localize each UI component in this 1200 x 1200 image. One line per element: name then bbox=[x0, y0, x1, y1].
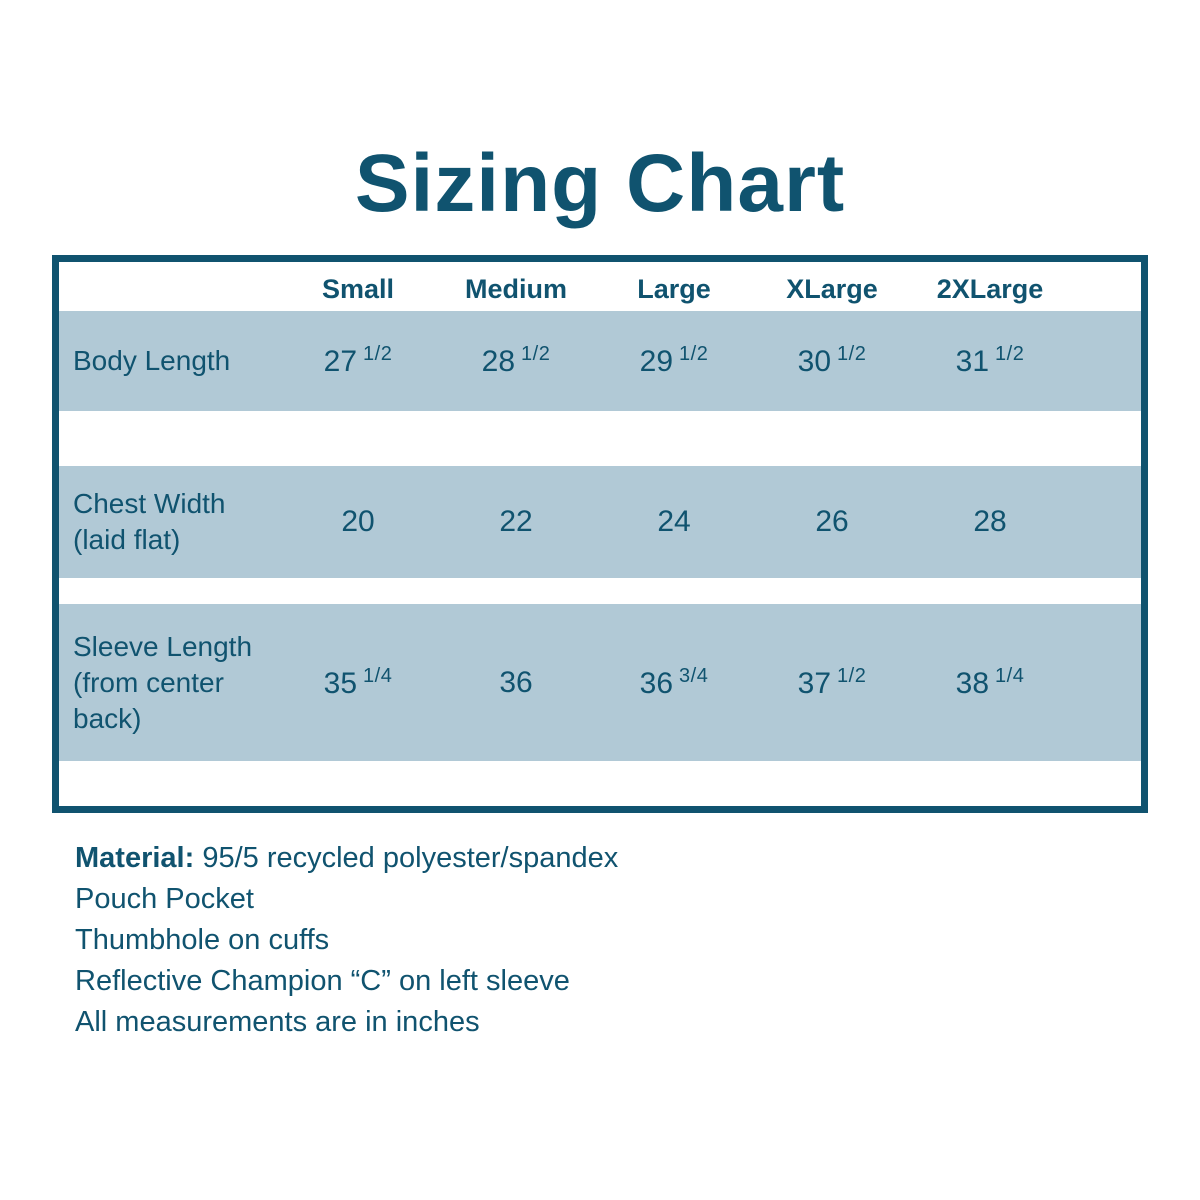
fraction: 1/2 bbox=[679, 343, 709, 365]
cell-sleeve-length-small: 35 $^{1/4}$ bbox=[323, 664, 393, 700]
column-header-medium: Medium bbox=[464, 274, 567, 304]
cell-body-length-large: 29 $^{1/2}$ bbox=[639, 343, 709, 378]
column-header-2xlarge: 2XLarge bbox=[936, 274, 1044, 304]
fraction: 1/2 bbox=[521, 343, 551, 365]
cell-chest-width-2xlarge: 28 bbox=[973, 505, 1007, 538]
row-label-body-length: Body Length bbox=[73, 345, 231, 376]
note-thumbhole: Thumbhole on cuffs bbox=[75, 924, 330, 956]
product-notes bbox=[75, 838, 1200, 1043]
cell-body-length-2xlarge: 31 $^{1/2}$ bbox=[955, 343, 1025, 378]
fraction: 3/4 bbox=[679, 664, 709, 687]
row-spacer bbox=[59, 411, 1141, 466]
fraction: 1/4 bbox=[995, 664, 1025, 687]
column-header-xlarge: XLarge bbox=[786, 274, 878, 304]
row-label-chest-width: Chest Width (laid flat) bbox=[73, 488, 226, 555]
table-row-body-length bbox=[59, 311, 1141, 411]
fraction: 1/2 bbox=[363, 343, 393, 365]
cell-chest-width-xlarge: 26 bbox=[815, 505, 849, 538]
page-title: Sizing Chart bbox=[354, 138, 846, 229]
column-header-small: Small bbox=[321, 274, 395, 304]
cell-sleeve-length-xlarge: 37 $^{1/2}$ bbox=[797, 664, 867, 700]
cell-chest-width-large: 24 bbox=[657, 505, 691, 538]
cell-body-length-medium: 28 $^{1/2}$ bbox=[481, 343, 551, 378]
note-material-value: 95/5 recycled polyester/spandex bbox=[194, 842, 619, 874]
cell-sleeve-length-large: 36 $^{3/4}$ bbox=[639, 664, 709, 700]
note-measurements: All measurements are in inches bbox=[75, 1006, 480, 1038]
cell-sleeve-length-medium: 36 bbox=[499, 665, 533, 699]
fraction: 1/4 bbox=[363, 664, 393, 687]
row-spacer bbox=[59, 578, 1141, 604]
cell-body-length-small: 27 $^{1/2}$ bbox=[323, 343, 393, 378]
cell-chest-width-small: 20 bbox=[341, 505, 375, 538]
row-spacer bbox=[59, 761, 1141, 806]
note-material-label: Material: bbox=[75, 842, 195, 874]
note-material bbox=[75, 838, 1200, 879]
fraction: 1/2 bbox=[837, 664, 867, 687]
fraction: 1/2 bbox=[837, 343, 867, 365]
column-header-large: Large bbox=[637, 274, 711, 304]
note-pouch-pocket: Pouch Pocket bbox=[75, 883, 254, 915]
sizing-table bbox=[52, 255, 1148, 813]
cell-body-length-xlarge: 30 $^{1/2}$ bbox=[797, 343, 867, 378]
table-header-row bbox=[59, 262, 1141, 311]
table-row-chest-width bbox=[59, 466, 1141, 578]
table-row-sleeve-length bbox=[59, 604, 1141, 761]
row-label-sleeve-length: Sleeve Length (from center back) bbox=[73, 630, 253, 734]
sizing-chart-page bbox=[0, 138, 1200, 1200]
cell-sleeve-length-2xlarge: 38 $^{1/4}$ bbox=[955, 664, 1025, 700]
fraction: 1/2 bbox=[995, 343, 1025, 365]
cell-chest-width-medium: 22 bbox=[499, 505, 533, 538]
note-reflective-c: Reflective Champion “C” on left sleeve bbox=[75, 965, 570, 997]
